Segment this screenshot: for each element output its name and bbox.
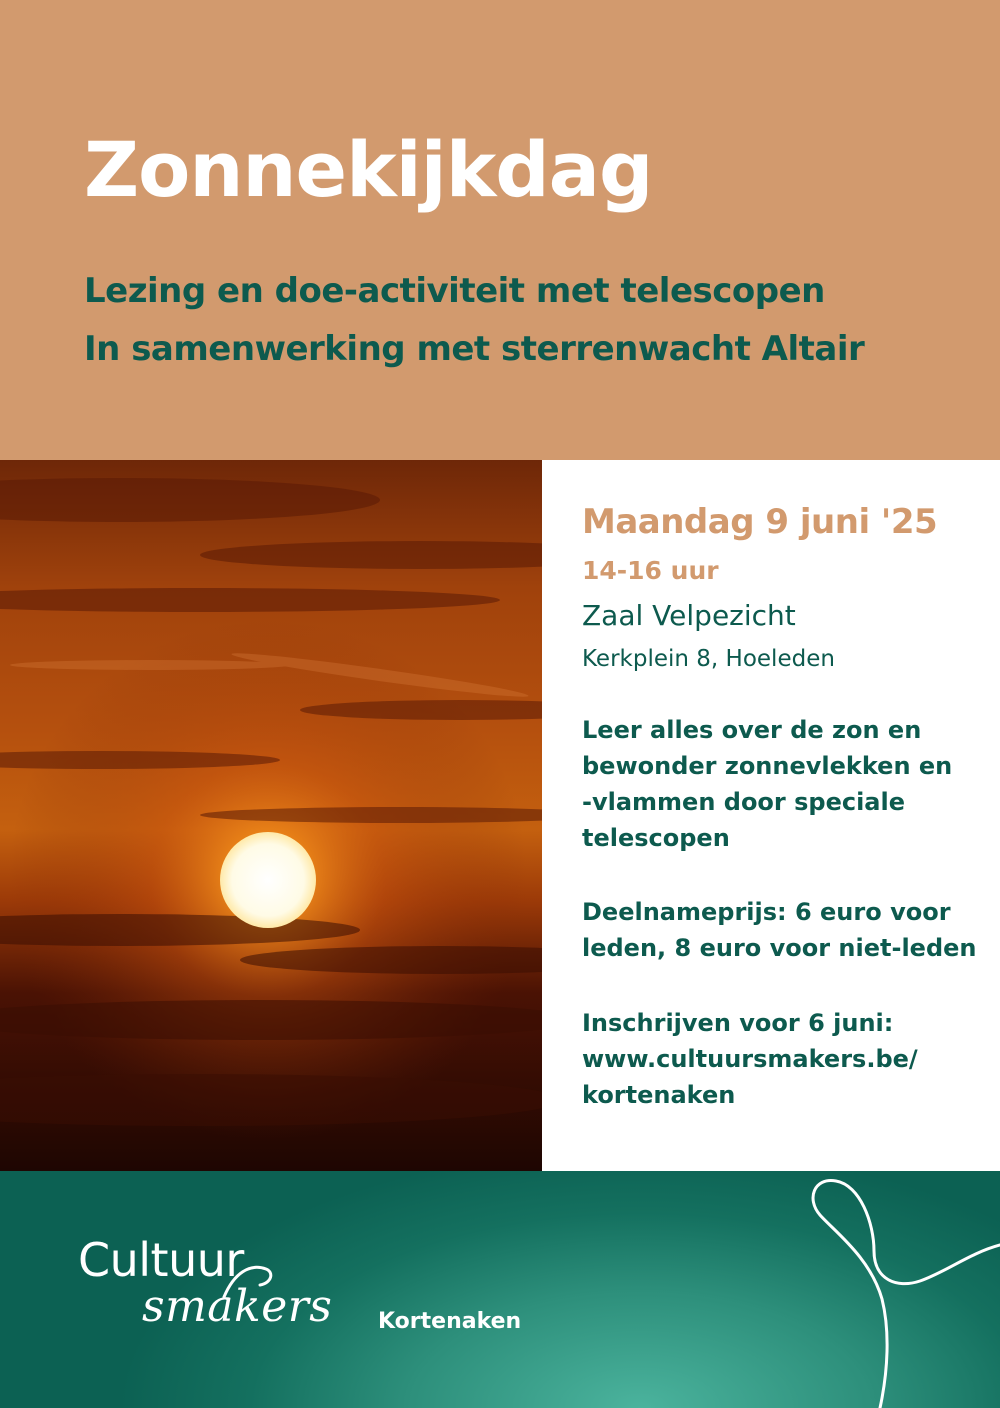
price-line: leden, 8 euro voor niet-leden <box>582 934 977 962</box>
subtitle-activity: Lezing en doe-activiteit met telescopen <box>84 271 825 311</box>
loop-decoration-icon <box>770 1171 1000 1408</box>
description-line: -vlammen door speciale <box>582 788 906 816</box>
event-info-panel <box>542 460 1000 1171</box>
sun-disc <box>220 832 316 928</box>
event-venue: Zaal Velpezicht <box>582 599 796 632</box>
event-date: Maandag 9 juni '25 <box>582 502 938 542</box>
header-band <box>0 0 1000 460</box>
subtitle-partner: In samenwerking met sterrenwacht Altair <box>84 329 865 369</box>
sunset-image <box>0 460 542 1171</box>
registration-url[interactable]: www.cultuursmakers.be/ <box>582 1045 918 1073</box>
event-address: Kerkplein 8, Hoeleden <box>582 646 835 672</box>
logo-smakers: smakers <box>142 1281 333 1332</box>
registration-line: Inschrijven voor 6 juni: <box>582 1009 894 1037</box>
footer-location: Kortenaken <box>378 1309 522 1334</box>
registration-url[interactable]: kortenaken <box>582 1081 736 1109</box>
event-hours: 14-16 uur <box>582 556 719 585</box>
description-line: Leer alles over de zon en <box>582 716 922 744</box>
description-line: bewonder zonnevlekken en <box>582 752 953 780</box>
description-line: telescopen <box>582 824 730 852</box>
event-description <box>582 712 952 856</box>
event-price <box>582 894 977 966</box>
logo-cultuur: Cultuur <box>78 1233 244 1287</box>
page-title: Zonnekijkdag <box>84 125 653 214</box>
price-line: Deelnameprijs: 6 euro voor <box>582 898 951 926</box>
sunset-photo <box>0 460 542 1171</box>
footer-band <box>0 1171 1000 1408</box>
event-registration <box>582 1005 918 1113</box>
